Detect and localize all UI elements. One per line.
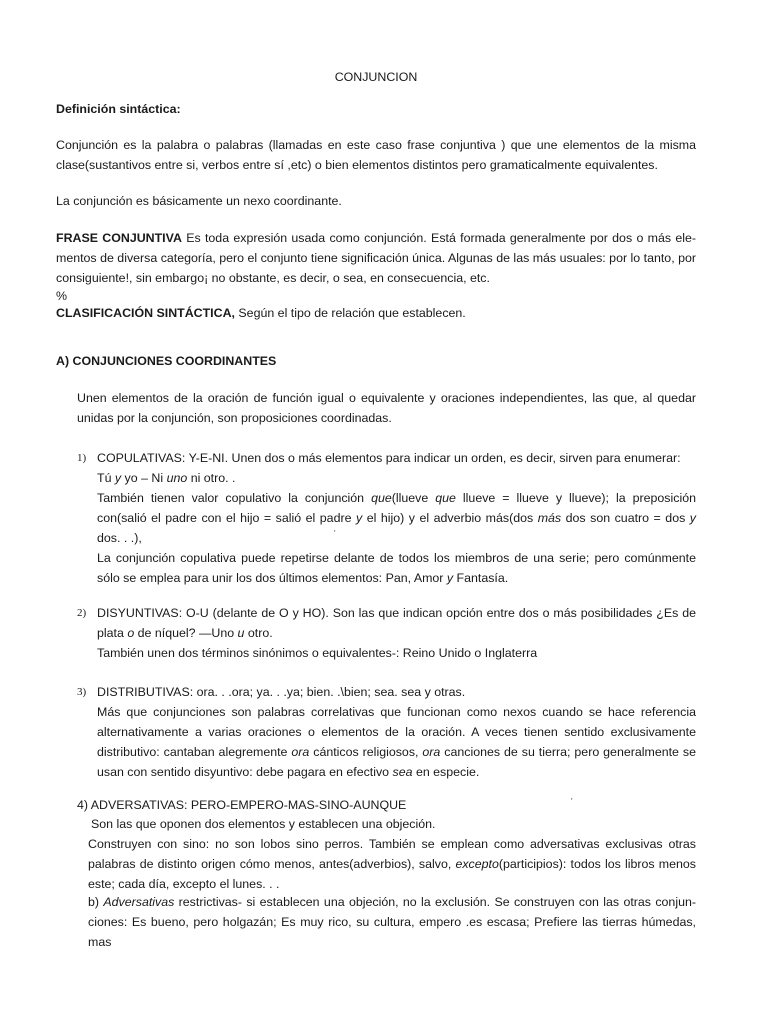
copulativas-paragraph-2: [77, 488, 696, 548]
text-run: dos son cuatro = dos: [561, 511, 690, 525]
text-run: yo – Ni: [121, 471, 167, 485]
text-run: otro.: [244, 626, 273, 640]
percent-mark: %: [56, 289, 68, 303]
text-run: restrictivas- si establecen una objeción, no la exclusión. Se construyen con las otras conjun-ciones: Es bueno, pero holgazán; Es muy rico, su cultura, empero .es escasa; Prefiere las tierras húmedas, mas: [88, 895, 696, 949]
italic-run: u: [237, 626, 245, 640]
clasificacion-label: CLASIFICACIÓN SINTÁCTICA,: [56, 306, 235, 320]
adversativas-paragraph-3: [88, 892, 696, 952]
frase-conjuntiva-label: FRASE CONJUNTIVA: [56, 231, 182, 245]
stray-mark: ': [334, 529, 336, 538]
copulativas-line-1: COPULATIVAS: Y-E-NI. Unen dos o más elementos para indicar un orden, es decir, sirven para enumerar:: [97, 451, 681, 465]
text-run: (llueve: [391, 491, 436, 505]
italic-run: ora: [422, 745, 441, 759]
copulativas-example: [77, 468, 696, 488]
italic-run: que: [435, 491, 456, 505]
disyuntivas-line-2: También unen dos términos sinónimos o equivalentes-: Reino Unido o Inglaterra: [97, 646, 538, 660]
page-title: CONJUNCION: [334, 70, 418, 84]
text-run: dos. . .),: [97, 531, 142, 545]
nexo-paragraph: La conjunción es básicamente un nexo coordinante.: [56, 194, 342, 208]
frase-conjuntiva-paragraph: [56, 228, 696, 288]
italic-run: uno: [166, 471, 188, 485]
text-run: (participios): todos los libros menos este; cada día, excepto el lunes. . .: [88, 857, 696, 891]
text-run: Fantasía.: [453, 571, 509, 585]
text-run: canciones de su tierra; pero generalmente se usan con sentido disyuntivo: debe pagara en efectivo: [97, 745, 696, 779]
italic-run: más: [537, 511, 562, 525]
text-run: DISYUNTIVAS: O-U (delante de O y HO). Son las que indican opción entre dos o más posibilidades ¿Es de plata: [97, 606, 696, 640]
text-run: de níquel? —Uno: [134, 626, 238, 640]
text-run: b): [88, 895, 104, 909]
section-a-paragraph: Unen elementos de la oración de función igual o equivalente y oraciones independientes, las que, al quedar unidas por la conjunción, son proposiciones coordinadas.: [77, 391, 696, 425]
italic-run: excepto: [455, 857, 499, 871]
distributivas-line-1: DISTRIBUTIVAS: ora. . .ora; ya. . .ya; bien. .\bien; sea. sea y otras.: [97, 685, 466, 699]
italic-run: o: [127, 626, 135, 640]
italic-run: y: [114, 471, 122, 485]
definition-heading: Definición sintáctica:: [56, 102, 181, 116]
text-run: ni otro. .: [187, 471, 236, 485]
text-run: cánticos religiosos,: [309, 745, 423, 759]
adversativas-line-1: Son las que oponen dos elementos y establecen una objeción.: [91, 817, 436, 831]
item-copulativas: [77, 448, 696, 588]
item-number: 2): [77, 607, 87, 619]
italic-run: ora: [291, 745, 310, 759]
clasificacion-paragraph: [56, 303, 696, 323]
item-distributivas: [77, 682, 696, 782]
text-run: en especie.: [412, 765, 480, 779]
distributivas-paragraph: [77, 702, 696, 782]
text-run: La conjunción copulativa puede repetirse delante de todos los miembros de una serie; pero comúnmente sólo se emplea para unir los dos últimos elementos: Pan, Amor: [97, 551, 696, 585]
adversativas-paragraph-2: [88, 834, 696, 894]
clasificacion-text: Según el tipo de relación que establecen.: [234, 306, 466, 320]
text-run: Más que conjunciones son palabras correlativas que funcionan como nexos cuando se hace referencia alternativamente a varias oraciones o elementos de la oración. A veces tienen sentido exclusivamente distributivo: cantaban alegremente: [97, 705, 696, 759]
copulativas-paragraph-3: [77, 548, 696, 588]
italic-run: y: [355, 511, 363, 525]
adversativas-heading: 4) ADVERSATIVAS: PERO-EMPERO-MAS-SINO-AUNQUE: [77, 798, 407, 812]
text-run: el hijo) y el adverbio más(dos: [362, 511, 538, 525]
item-disyuntivas: [77, 603, 696, 663]
italic-run: y: [689, 511, 696, 525]
text-run: También tienen valor copulativo la conjunción: [97, 491, 372, 505]
section-a-heading: A) CONJUNCIONES COORDINANTES: [56, 354, 277, 368]
item-number: 3): [77, 686, 87, 698]
item-number: 1): [77, 452, 87, 464]
italic-run: sea: [392, 765, 413, 779]
italic-run: y: [446, 571, 454, 585]
italic-run: Adversativas: [103, 895, 175, 909]
stray-mark: ': [571, 797, 573, 806]
text-run: Construyen con sino: no son lobos sino perros. También se emplean como adversativas exclusivas otras palabras de distinto origen cómo menos, antes(adverbios), salvo,: [88, 837, 696, 871]
definition-paragraph: Conjunción es la palabra o palabras (llamadas en este caso frase conjuntiva ) que une elementos de la misma clase(sustantivos entre si, verbos entre sí ,etc) o bien elementos distintos pero gramaticalmente equivalentes.: [56, 138, 696, 172]
italic-run: que: [371, 491, 392, 505]
text-run: llueve = llueve y llueve); la preposición con(salió el padre con el hijo = salió el padre: [97, 491, 696, 525]
text-run: Tú: [97, 471, 115, 485]
frase-conjuntiva-text: Es toda expresión usada como conjunción. Está formada generalmente por dos o más ele-mentos de diversa categoría, pero el conjunto tiene significación única. Algunas de las más usuales: por lo tanto, por consiguiente!, sin embargo¡ no obstante, es decir, o sea, en consecuencia, etc.: [56, 231, 696, 285]
